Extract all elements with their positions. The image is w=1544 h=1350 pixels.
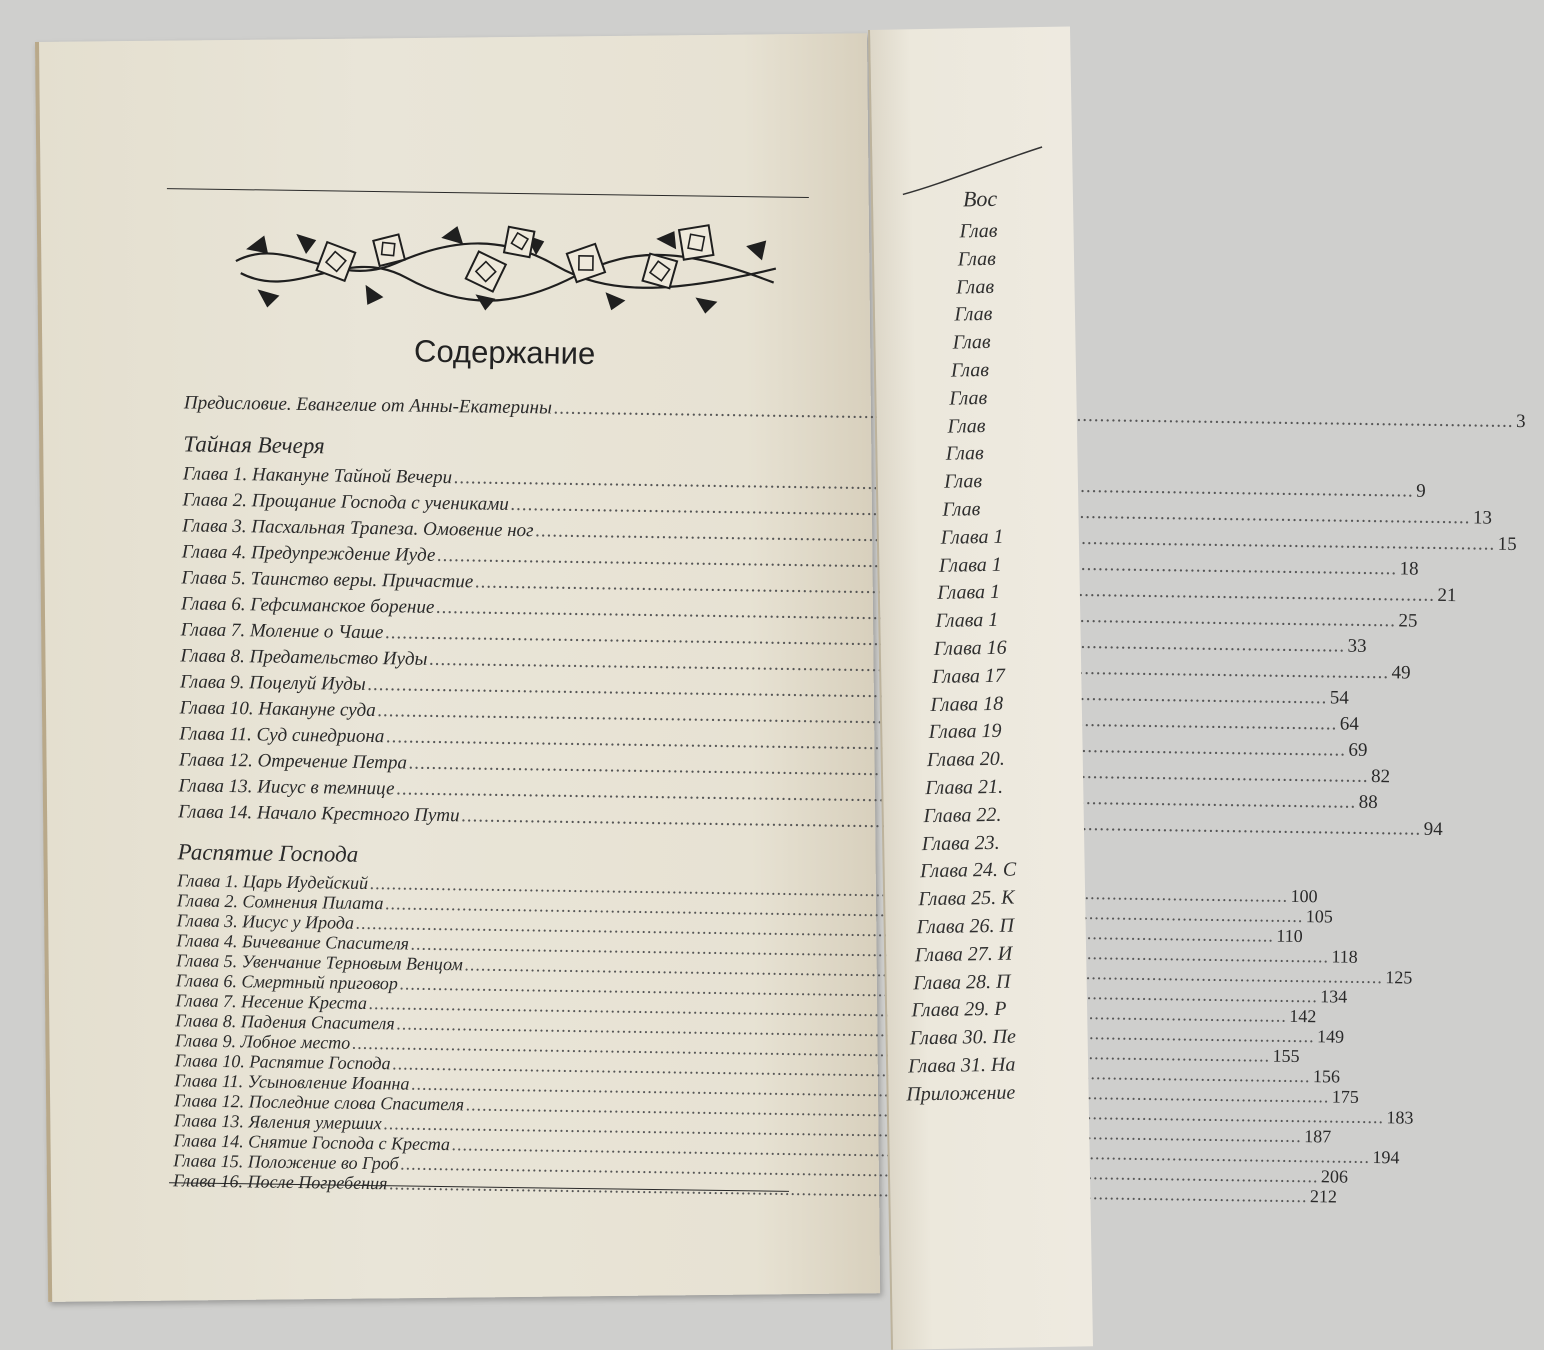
right-page-line: Глав [949,386,988,410]
right-page-line: Глава 24. С [919,858,1017,883]
right-page-line: Глава 1 [938,553,1002,577]
right-page-line: Глава 21. [925,775,1004,800]
chapter-title: Глава 13. Иисус в темнице [178,775,395,800]
chapter-page: 183 [1386,1107,1414,1128]
right-page-line: Глава 1 [937,581,1001,605]
rose-ornament [225,213,786,317]
chapter-title: Глава 10. Накануне суда [179,697,376,722]
preface-page: 3 [1515,410,1526,433]
chapter-title: Глава 2. Прощание Господа с учениками [182,489,509,515]
chapter-title: Глава 8. Падения Спасителя [175,1010,395,1034]
right-page-line: Глава 16 [933,636,1007,660]
chapter-page: 175 [1331,1086,1359,1107]
chapter-title: Глава 3. Иисус у Ирода [176,910,355,933]
chapter-title: Глава 7. Несение Креста [175,990,368,1013]
right-page-line: Глава 31. На [907,1053,1016,1078]
chapter-page: 82 [1370,765,1391,788]
chapter-title: Глава 4. Бичевание Спасителя [176,930,410,954]
right-page-line: Глава 28. П [913,970,1011,994]
chapter-title: Глава 11. Усыновление Иоанна [174,1070,410,1094]
chapter-page: 118 [1331,946,1358,967]
chapter-page: 110 [1276,925,1303,947]
part-title: Распятие Господа [177,839,359,867]
chapter-page: 64 [1339,713,1360,735]
right-page-line: Глав [950,358,990,382]
right-page-line: Глава 17 [931,664,1006,688]
chapter-page: 212 [1309,1186,1338,1207]
right-page-line: Глав [952,331,991,354]
chapter-page: 21 [1437,584,1457,607]
chapter-title: Глава 6. Смертный приговор [175,970,399,994]
right-page-line: Глав [945,442,984,466]
right-page-line: Глав [959,219,998,243]
chapter-page: 206 [1320,1166,1349,1187]
chapter-page: 25 [1398,610,1418,632]
chapter-title: Глава 13. Явления умерших [173,1110,382,1134]
right-page-line: Глава 18 [930,692,1004,716]
chapter-page: 100 [1290,885,1318,907]
right-page-line: Глав [955,275,995,299]
right-page-line: Глав [942,498,981,521]
right-page-line: Глава 23. [921,831,1000,855]
chapter-title: Глава 16. После Погребения [172,1170,388,1194]
chapter-page: 33 [1347,635,1367,657]
chapter-title: Глава 10. Распятие Господа [174,1050,391,1074]
right-page-line: Глава 1 [935,609,999,633]
right-page-line: Глава 25. К [918,886,1015,911]
right-heading: Вос [962,185,998,212]
right-page-line: Глав [947,414,986,438]
chapter-page: 18 [1399,558,1419,580]
chapter-title: Глава 15. Положение во Гроб [173,1150,399,1174]
chapter-page: 69 [1348,739,1368,761]
right-page-line: Глав [954,303,993,326]
chapter-title: Глава 11. Суд синедриона [179,723,385,748]
chapter-title: Глава 1. Накануне Тайной Вечери [182,463,453,489]
chapter-title: Глава 3. Пасхальная Трапеза. Омовение ног [182,515,534,542]
right-page-line: Глав [957,247,996,271]
part-title: Тайная Вечеря [183,431,325,459]
chapter-title: Глава 14. Снятие Господа с Креста [173,1130,451,1155]
right-page-line: Глава 22. [923,803,1002,827]
right-page-line: Глава 30. Пе [909,1025,1017,1050]
contents-title: Содержание [413,333,596,372]
right-page-line: Глава 1 [940,525,1004,549]
chapter-page: 156 [1312,1066,1341,1087]
chapter-page: 13 [1472,507,1493,529]
chapter-page: 134 [1320,986,1348,1007]
top-rule [167,188,809,198]
right-page-line: Глава 19 [928,720,1002,744]
chapter-page: 105 [1305,906,1333,927]
chapter-page: 194 [1372,1147,1400,1168]
chapter-page: 155 [1272,1045,1300,1066]
chapter-title: Глава 9. Поцелуй Иуды [179,671,366,695]
right-page [868,26,1093,1349]
chapter-page: 125 [1385,967,1413,988]
chapter-title: Глава 7. Моление о Чаше [180,619,384,644]
chapter-page: 15 [1497,533,1517,555]
chapter-title: Глава 4. Предупреждение Иуде [181,541,436,566]
right-page-line: Глава 20. [926,747,1005,772]
chapter-title: Глава 6. Гефсиманское борение [180,593,435,618]
right-page-line: Глав [943,470,983,493]
chapter-title: Глава 9. Лобное место [174,1030,351,1053]
right-page-line: Глава 27. И [914,942,1013,967]
chapter-title: Глава 5. Таинство веры. Причастие [181,567,474,593]
chapter-page: 49 [1391,662,1411,684]
right-page-line: Глава 26. П [916,914,1015,939]
right-page-line: Глава 29. Р [911,998,1007,1022]
chapter-page: 9 [1416,480,1426,502]
chapter-page: 187 [1304,1126,1332,1147]
chapter-page: 54 [1329,687,1349,709]
chapter-title: Глава 2. Сомнения Пилата [176,890,384,914]
chapter-title: Глава 12. Последние слова Спасителя [174,1090,465,1115]
chapter-title: Глава 14. Начало Крестного Пути [178,801,460,827]
chapter-title: Глава 12. Отречение Петра [178,749,408,774]
chapter-page: 149 [1316,1026,1345,1047]
chapter-page: 88 [1358,791,1378,814]
chapter-page: 142 [1289,1005,1317,1027]
preface-text: Предисловие. Евангелие от Анны-Екатерины [183,392,553,419]
chapter-title: Глава 8. Предательство Иуды [180,645,428,670]
chapter-title: Глава 5. Увенчание Терновым Венцом [176,950,464,975]
right-page-line: Приложение [906,1081,1016,1106]
chapter-page: 94 [1423,818,1443,840]
chapter-title: Глава 1. Царь Иудейский [177,870,369,893]
